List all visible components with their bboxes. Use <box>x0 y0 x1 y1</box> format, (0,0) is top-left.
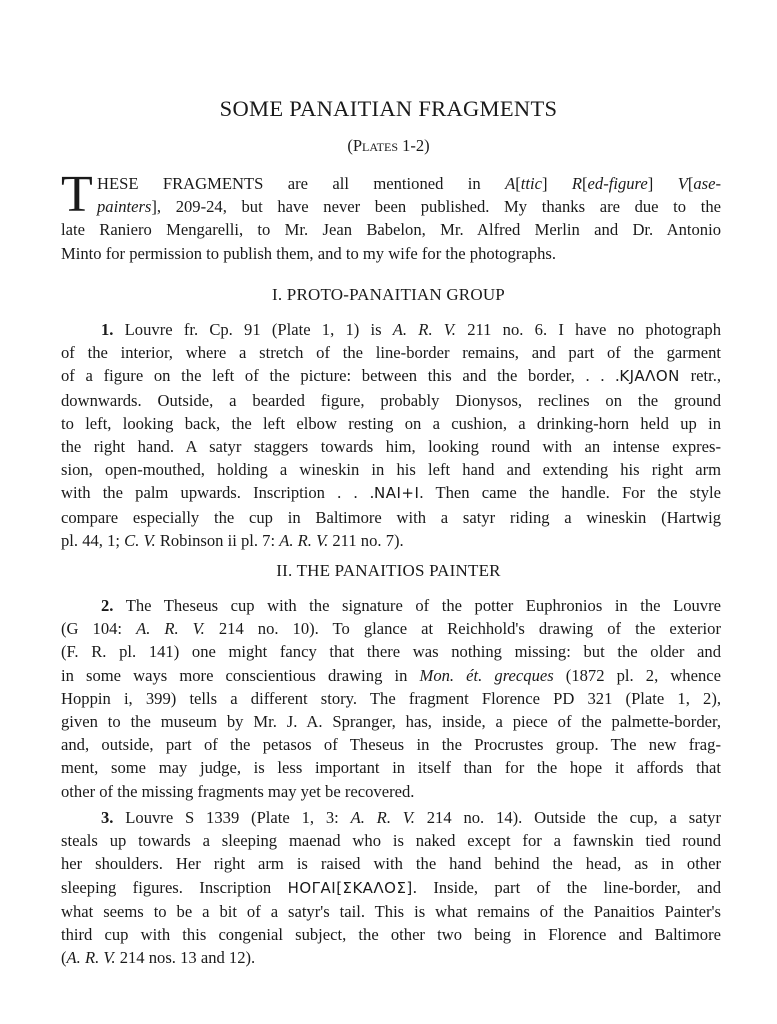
text-run: Louvre S 1339 (Plate 1, 3: <box>113 808 351 827</box>
text-run: the right hand. A satyr staggers towards him, looking round with an intense expres- <box>61 437 721 457</box>
italic-text: ed-figure <box>587 174 648 193</box>
text-line <box>61 900 721 923</box>
text-run: of a figure on the left of the picture: between this and the border, . . . <box>61 366 620 386</box>
text-line <box>61 389 721 412</box>
text-run: other of the missing fragments may yet be recovered. <box>61 781 415 801</box>
text-run: with the palm upwards. Inscription . . . <box>61 483 374 503</box>
text-run: Hoppin i, 399) tells a different story. The fragment Florence PD 321 (Plate 1, 2), <box>61 688 721 708</box>
text-run: (G 104: <box>61 619 137 639</box>
section-heading-proto-panaitian: I. PROTO-PANAITIAN GROUP <box>272 285 505 304</box>
text-run: late Raniero Mengarelli, to Mr. Jean Babelon, Mr. Alfred Merlin and Dr. Antonio <box>61 220 721 240</box>
text-run: Louvre fr. Cp. 91 (Plate 1, 1) is <box>113 320 393 339</box>
text-line <box>61 242 721 265</box>
article-title: SOME PANAITIAN FRAGMENTS <box>219 96 558 121</box>
text-run: (1872 pl. 2, whence <box>553 665 721 685</box>
text-run: her shoulders. Her right arm is raised with the hand behind the head, as in other <box>61 854 721 874</box>
text-line <box>61 852 721 875</box>
text-run: third cup with this congenial subject, the other two being in Florence and Baltimore <box>61 925 721 945</box>
paragraph-1 <box>61 318 721 552</box>
italic-text: painters <box>97 197 152 217</box>
text-line <box>61 218 721 241</box>
drop-cap: T <box>61 166 93 223</box>
text-line <box>61 195 721 218</box>
text-line <box>61 829 721 852</box>
text-line <box>61 594 721 617</box>
text-run: pl. 44, 1; <box>61 530 125 550</box>
section-heading-panaitios-painter: II. THE PANAITIOS PAINTER <box>276 561 501 580</box>
text-run: . Then came the handle. For the style <box>419 483 721 503</box>
text-run: Robinson ii pl. 7: <box>155 530 280 550</box>
text-run: ] <box>647 174 678 193</box>
text-line <box>61 481 721 505</box>
italic-text: V <box>677 174 688 193</box>
text-run: ( <box>61 948 67 968</box>
inscription-text: KJAΛON <box>619 367 680 386</box>
text-line <box>61 172 721 195</box>
italic-text: C. V. <box>124 530 156 550</box>
text-run: HESE FRAGMENTS are all mentioned in <box>97 174 506 193</box>
text-run: 214 nos. 13 and 12). <box>115 948 256 968</box>
text-line <box>61 780 721 803</box>
italic-text: A. R. V. <box>66 948 116 968</box>
text-line <box>61 506 721 529</box>
text-line <box>61 687 721 710</box>
plates-reference: (Plates 1-2) <box>347 136 430 155</box>
italic-text: R <box>571 174 583 193</box>
text-line <box>61 756 721 779</box>
text-line <box>61 640 721 663</box>
item-number: 1. <box>101 320 114 339</box>
intro-paragraph <box>61 166 722 265</box>
italic-text: A. R. V. <box>392 320 456 339</box>
text-line <box>61 946 721 969</box>
text-run: ment, some may judge, is less important in itself than for the hope it affords that <box>61 758 721 778</box>
text-run: 211 no. 7). <box>328 530 404 550</box>
text-line <box>61 529 721 552</box>
italic-text: A. R. V. <box>350 808 415 827</box>
text-line <box>61 664 721 687</box>
paragraph-2 <box>61 594 721 803</box>
text-run: Minto for permission to publish them, and to my wife for the photographs. <box>61 243 556 263</box>
text-run: sion, open-mouthed, holding a wineskin in his left hand and extending his right arm <box>61 460 721 480</box>
text-run: ], 209-24, but have never been published. My thanks are due to the <box>151 197 721 217</box>
text-line <box>61 458 721 481</box>
text-run: The Theseus cup with the signature of the potter Euphronios in the Louvre <box>113 596 721 615</box>
text-run: to left, looking back, the left elbow resting on a cushion, a drinking-horn held up in <box>61 413 721 433</box>
text-run: downwards. Outside, a bearded figure, probably Dionysos, reclines on the ground <box>61 390 721 410</box>
text-run: in some ways more conscientious drawing in <box>61 665 420 685</box>
text-line <box>61 318 721 341</box>
text-run: . Inside, part of the line-border, and <box>412 877 721 897</box>
text-run: what seems to be a bit of a satyr's tail. This is what remains of the Panaitios Painter's <box>61 901 721 921</box>
text-run: sleeping figures. Inscription <box>61 877 288 897</box>
text-line <box>61 341 721 364</box>
text-line <box>61 710 721 733</box>
text-run: [ <box>515 174 521 193</box>
text-line <box>61 412 721 435</box>
paragraph-3 <box>61 806 721 969</box>
italic-text: A. R. V. <box>136 619 205 639</box>
text-line <box>61 806 721 829</box>
text-run: compare especially the cup in Baltimore with a satyr riding a wineskin (Hartwig <box>61 507 721 527</box>
text-line <box>61 923 721 946</box>
text-line <box>61 617 721 640</box>
text-run: ] <box>541 174 572 193</box>
text-run: given to the museum by Mr. J. A. Spranger, has, inside, a piece of the palmette-border, <box>61 712 721 732</box>
text-line <box>61 876 721 900</box>
text-run: (F. R. pl. 141) one might fancy that there was nothing missing: but the older and <box>61 642 721 662</box>
italic-text: A. R. V. <box>279 530 329 550</box>
text-line <box>61 733 721 756</box>
text-run: retr., <box>679 366 721 386</box>
text-run: [ <box>582 174 588 193</box>
inscription-text: NAI+I <box>374 484 420 503</box>
italic-text: ase- <box>693 174 722 193</box>
italic-text: ttic <box>520 174 542 193</box>
item-number: 2. <box>101 596 114 615</box>
text-run: of the interior, where a stretch of the line-border remains, and part of the garment <box>61 343 721 363</box>
text-run: and, outside, part of the petasos of Theseus in the Procrustes group. The new frag- <box>61 735 721 755</box>
inscription-text: HOΓAI[ΣKAΛOΣ] <box>287 878 413 897</box>
text-line <box>61 435 721 458</box>
text-run: 211 no. 6. I have no photograph <box>455 320 722 339</box>
item-number: 3. <box>101 808 114 827</box>
text-run: 214 no. 14). Outside the cup, a satyr <box>414 808 721 827</box>
text-line <box>61 364 721 388</box>
text-run: steals up towards a sleeping maenad who is naked except for a fawnskin tied round <box>61 831 721 851</box>
text-run: 214 no. 10). To glance at Reichhold's drawing of the exterior <box>204 619 721 639</box>
italic-text: A <box>505 174 516 193</box>
italic-text: Mon. ét. grecques <box>419 665 554 685</box>
text-run: [ <box>687 174 694 193</box>
